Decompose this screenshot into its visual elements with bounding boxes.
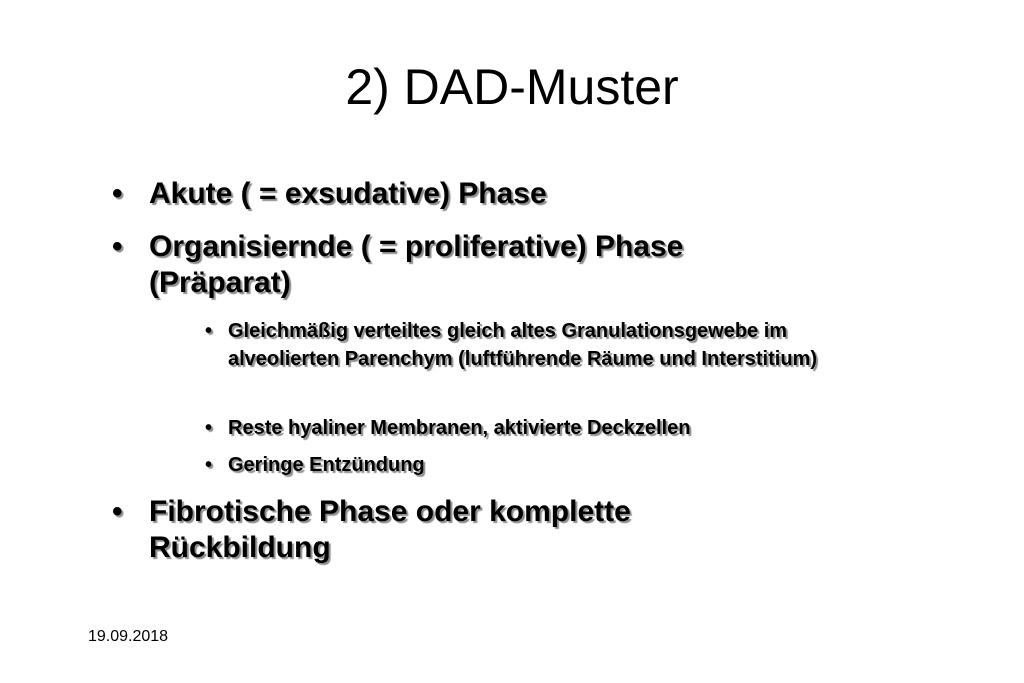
sub-bullet-item — [205, 414, 868, 442]
footer-date: 19.09.2018 — [88, 628, 169, 645]
bullet-dot-icon: • — [205, 454, 213, 476]
bullet-item-text: Akute ( = exsudative) Phase — [149, 177, 547, 210]
sub-bullet-item — [205, 451, 868, 479]
bullet-dot-icon: • — [112, 495, 123, 528]
sub-bullet-item — [205, 317, 828, 373]
sub-bullet-item-text: Reste hyaliner Membranen, aktivierte Deckzellen — [228, 417, 691, 439]
bullet-item — [112, 494, 749, 566]
bullet-item-text: Fibrotische Phase oder komplette Rückbildung — [149, 495, 631, 564]
bullet-item — [112, 176, 809, 212]
bullet-dot-icon: • — [112, 230, 123, 263]
bullet-dot-icon: • — [205, 320, 213, 342]
sub-bullet-item-text: Geringe Entzündung — [228, 454, 425, 476]
bullet-item-text: Organisiernde ( = proliferative) Phase (Präparat) — [149, 230, 684, 299]
sub-bullet-item-text: Gleichmäßig verteiltes gleich altes Granulationsgewebe im alveolierten Parenchym (luftführende Räume und Interstitium) — [228, 320, 817, 370]
bullet-dot-icon: • — [112, 177, 123, 210]
slide-title: 2) DAD-Muster — [345, 59, 679, 115]
bullet-dot-icon: • — [205, 417, 213, 439]
bullet-item — [112, 229, 799, 301]
